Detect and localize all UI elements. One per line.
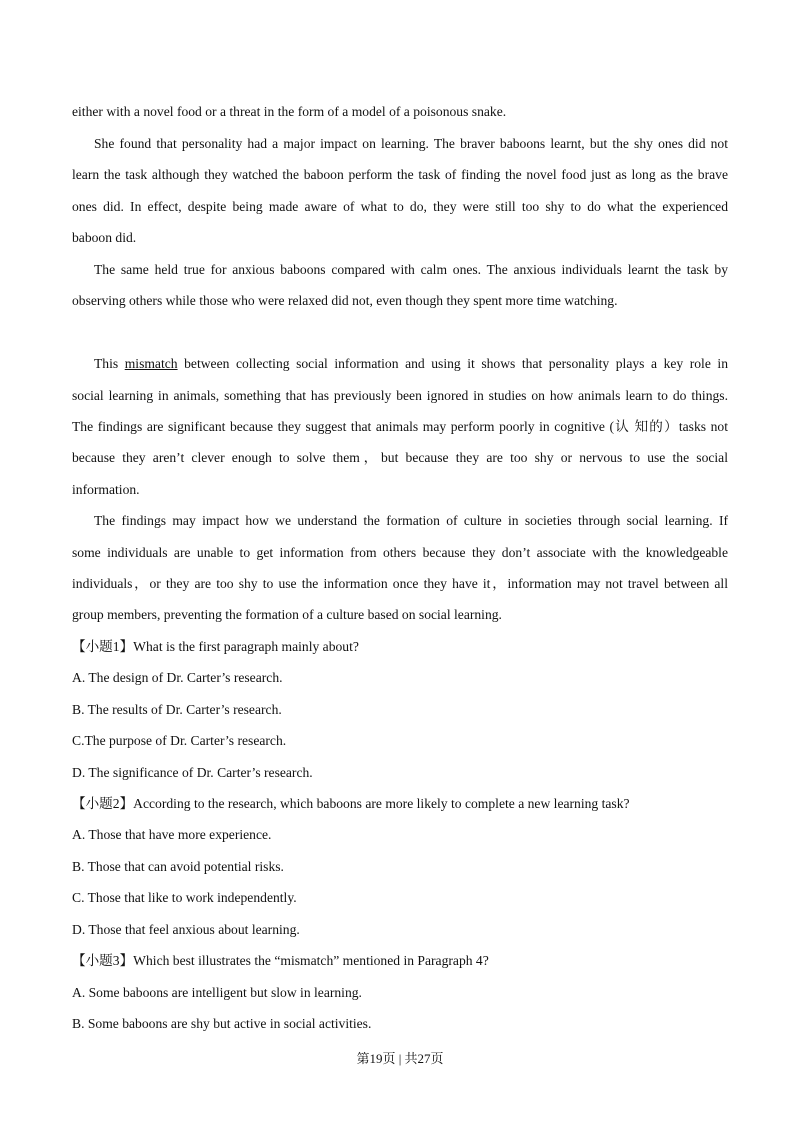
p4-lead: This	[94, 356, 125, 371]
passage-p3-line: The same held true for anxious baboons compared with calm ones. The anxious individuals learnt the task by	[94, 262, 728, 277]
passage-p1-end: either with a novel food or a threat in the form of a model of a poisonous snake.	[72, 104, 507, 119]
question-3-stem: 【小题3】Which best illustrates the “mismatch” mentioned in Paragraph 4?	[72, 953, 489, 968]
passage-p4-line: information.	[72, 482, 140, 497]
passage-p2-line: ones did. In effect, despite being made aware of what to do, they were still too shy to do what the experienced	[72, 199, 728, 214]
passage-p3-line: observing others while those who were relaxed did not, even though they spent more time watching.	[72, 293, 618, 308]
passage-p4-line: because they aren’t clever enough to solve them，but because they are too shy or nervous to use the social	[72, 450, 728, 465]
question-2-option: C. Those that like to work independently.	[72, 890, 297, 905]
page-footer: 第19页 | 共27页	[356, 1051, 444, 1066]
question-1-option: D. The significance of Dr. Carter’s research.	[72, 765, 313, 780]
question-1-option: A. The design of Dr. Carter’s research.	[72, 670, 283, 685]
question-3-option: B. Some baboons are shy but active in social activities.	[72, 1016, 372, 1031]
passage-p5-line: some individuals are unable to get information from others because they don’t associate with the knowledgeable	[72, 545, 728, 560]
passage-p4-line: The findings are significant because they suggest that animals may perform poorly in cognitive (认 知的）tasks not	[72, 419, 728, 434]
passage-p5-line: The findings may impact how we understand the formation of culture in societies through social learning. If	[94, 513, 728, 528]
p4-rest: between collecting social information and using it shows that personality plays a key role in	[177, 356, 728, 371]
passage-p2-line: learn the task although they watched the baboon perform the task of finding the novel food just as long as the brave	[72, 167, 728, 182]
passage-p4-line: social learning in animals, something that has previously been ignored in studies on how animals learn to do things.	[72, 388, 728, 403]
passage-p2-line: She found that personality had a major impact on learning. The braver baboons learnt, but the shy ones did not	[94, 136, 728, 151]
question-1-option: B. The results of Dr. Carter’s research.	[72, 702, 282, 717]
question-2-option: B. Those that can avoid potential risks.	[72, 859, 284, 874]
passage-p4-line	[94, 356, 728, 372]
passage-p2-line: baboon did.	[72, 230, 137, 245]
question-2-stem: 【小题2】According to the research, which baboons are more likely to complete a new learning task?	[72, 796, 630, 811]
question-2-option: A. Those that have more experience.	[72, 827, 272, 842]
question-1-stem: 【小题1】What is the first paragraph mainly about?	[72, 639, 359, 654]
passage-p5-line: individuals，or they are too shy to use the information once they have it，information may not travel between all	[72, 576, 728, 591]
mismatch-underlined-word: mismatch	[124, 356, 178, 371]
question-1-option: C.The purpose of Dr. Carter’s research.	[72, 733, 287, 748]
question-3-option: A. Some baboons are intelligent but slow in learning.	[72, 985, 362, 1000]
question-2-option: D. Those that feel anxious about learning.	[72, 922, 300, 937]
passage-p5-line: group members, preventing the formation of a culture based on social learning.	[72, 607, 502, 622]
